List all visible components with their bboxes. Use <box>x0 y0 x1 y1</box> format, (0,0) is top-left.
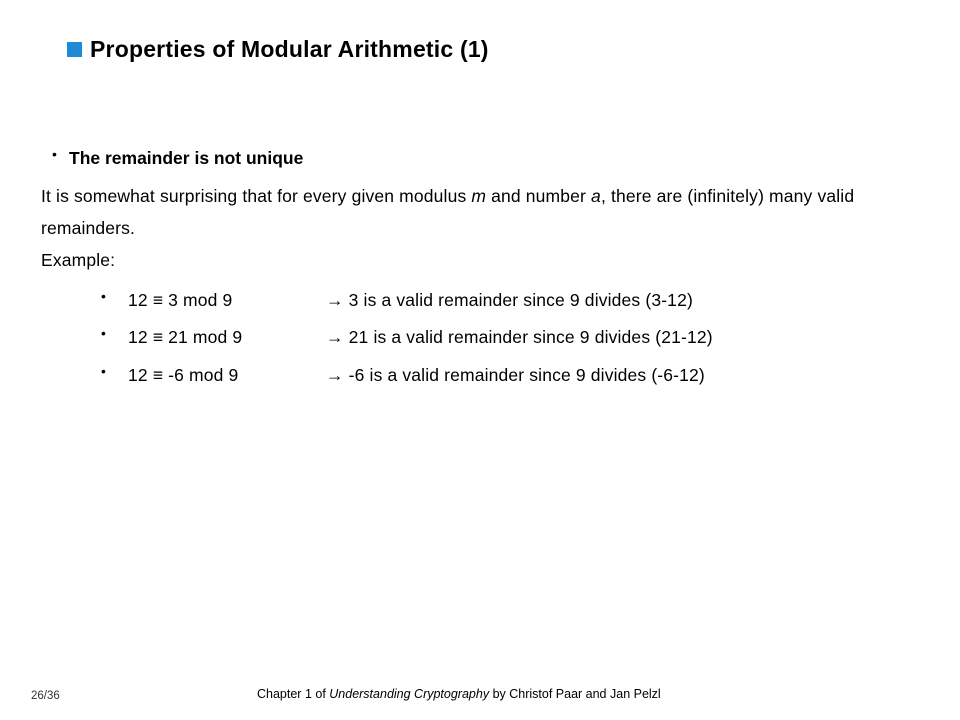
bullet-dot-icon: • <box>52 146 57 162</box>
variable-m: m <box>471 186 487 206</box>
page-number: 26/36 <box>31 690 60 702</box>
slide-title: Properties of Modular Arithmetic (1) <box>90 36 489 62</box>
example-explanation: → 3 is a valid remainder since 9 divides (3-12) <box>326 290 693 310</box>
example-label: Example: <box>41 250 116 270</box>
footer-credit <box>257 687 661 701</box>
paragraph-text-3: , there are (infinitely) many valid remainders. <box>41 186 855 238</box>
variable-a: a <box>591 186 601 206</box>
credit-suffix: by Christof Paar and Jan Pelzl <box>489 687 661 701</box>
bullet-dot-icon: • <box>101 325 107 341</box>
title-square-bullet-icon <box>67 42 82 57</box>
paragraph-text-1: It is somewhat surprising that for every given modulus <box>41 186 472 206</box>
example-explanation: → 21 is a valid remainder since 9 divides (21-12) <box>326 327 713 347</box>
credit-prefix: Chapter 1 of <box>257 687 330 701</box>
bullet-dot-icon: • <box>101 288 107 304</box>
credit-book-title: Understanding Cryptography <box>329 687 490 701</box>
body-paragraph <box>41 180 921 244</box>
example-congruence: 12 ≡ 21 mod 9 <box>128 327 243 347</box>
subheading: The remainder is not unique <box>69 148 304 168</box>
example-congruence: 12 ≡ 3 mod 9 <box>128 290 233 310</box>
example-congruence: 12 ≡ -6 mod 9 <box>128 365 239 385</box>
example-explanation: → -6 is a valid remainder since 9 divides (-6-12) <box>326 365 705 385</box>
paragraph-text-2: and number <box>486 186 592 206</box>
bullet-dot-icon: • <box>101 363 107 379</box>
